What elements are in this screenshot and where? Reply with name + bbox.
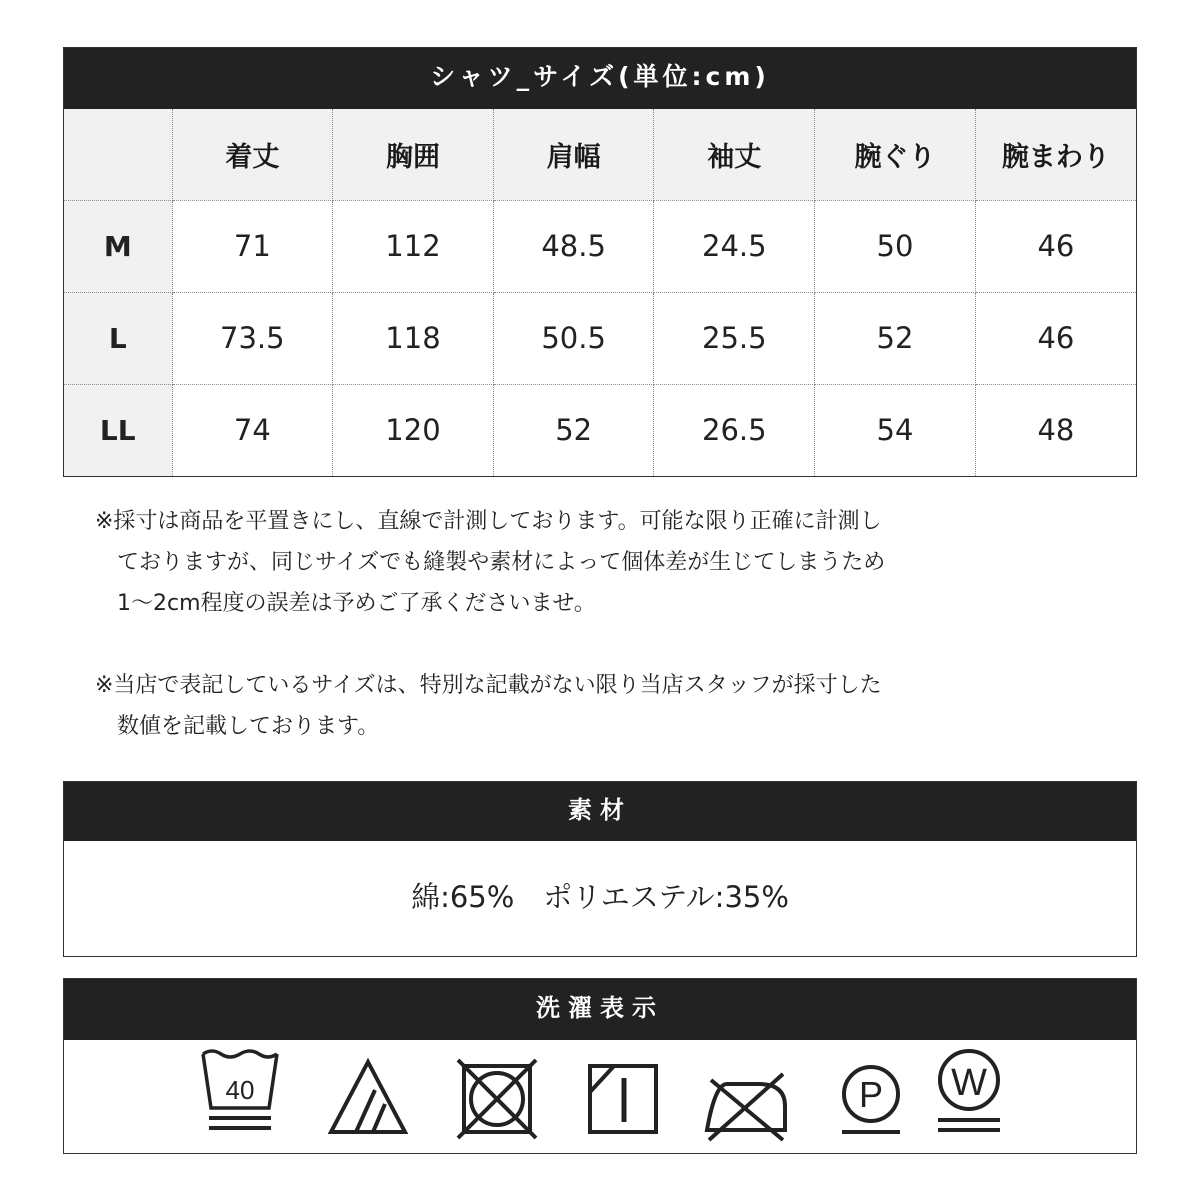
table-cell: 26.5 [654,384,815,476]
table-cell: 48 [1037,413,1075,448]
wet-clean-letter: W [951,1062,987,1104]
material-title: 素材 [64,782,1136,841]
care-title: 洗濯表示 [64,979,1136,1040]
table-cell: 112 [333,200,494,292]
note-line: 1～2cm程度の誤差は予めご了承くださいませ。 [95,591,596,616]
table-cell: 52 [815,292,976,384]
size-source-note [95,665,1055,747]
table-cell: 24.5 [654,200,815,292]
dry-clean-p-icon [826,1044,916,1144]
table-cell: 120 [333,384,494,476]
note-line: ※当店で表記しているサイズは、特別な記載がない限り当店スタッフが採寸した [95,673,882,698]
table-cell: 50 [815,200,976,292]
table-cell: 48.5 [493,200,654,292]
column-header-chest: 胸囲 [333,109,494,200]
table-cell: 46 [975,200,1136,292]
note-line: 数値を記載しております。 [95,714,380,739]
table-row [64,384,1136,476]
note-line: ※採寸は商品を平置きにし、直線で計測しております。可能な限り正確に計測し [95,509,882,534]
material-section [63,781,1137,957]
size-table-section [63,47,1137,477]
bleach-oxygen-only-icon [323,1044,413,1144]
note-line: ておりますが、同じサイズでも縫製や素材によって個体差が生じてしまうため [95,550,886,575]
table-cell: 73.5 [172,292,333,384]
table-cell: 74 [172,384,333,476]
wash-temp-label: 40 [225,1075,255,1105]
size-table-header-row [64,109,1136,200]
table-cell: 52 [493,384,654,476]
column-header-arm-circumference: 腕まわり [975,109,1136,200]
table-row [64,292,1136,384]
size-label: LL [64,384,172,476]
care-icons [64,1040,1136,1153]
table-cell: 50.5 [493,292,654,384]
table-cell: 71 [172,200,333,292]
size-table [64,109,1136,476]
material-text: 綿:65% ポリエステル:35% [411,880,789,914]
corner-cell [64,109,172,200]
wash-40-icon [195,1044,285,1144]
column-header-sleeve: 袖丈 [654,109,815,200]
column-header-shoulder: 肩幅 [493,109,654,200]
no-tumble-dry-icon [452,1044,542,1144]
dry-clean-letter: P [858,1074,884,1115]
wet-clean-w-icon [924,1044,1014,1144]
column-header-length: 着丈 [172,109,333,200]
line-dry-icon [580,1044,670,1144]
no-iron-icon [701,1044,791,1144]
size-table-title: シャツ_サイズ(単位:cm) [64,48,1136,109]
table-cell: 118 [333,292,494,384]
table-cell: 54 [815,384,976,476]
measurement-note [95,501,1055,624]
size-label: M [64,200,172,292]
size-label: L [64,292,172,384]
care-section [63,978,1137,1154]
table-cell: 25.5 [654,292,815,384]
table-cell: 46 [975,292,1136,384]
column-header-armhole: 腕ぐり [815,109,976,200]
table-row [64,200,1136,292]
